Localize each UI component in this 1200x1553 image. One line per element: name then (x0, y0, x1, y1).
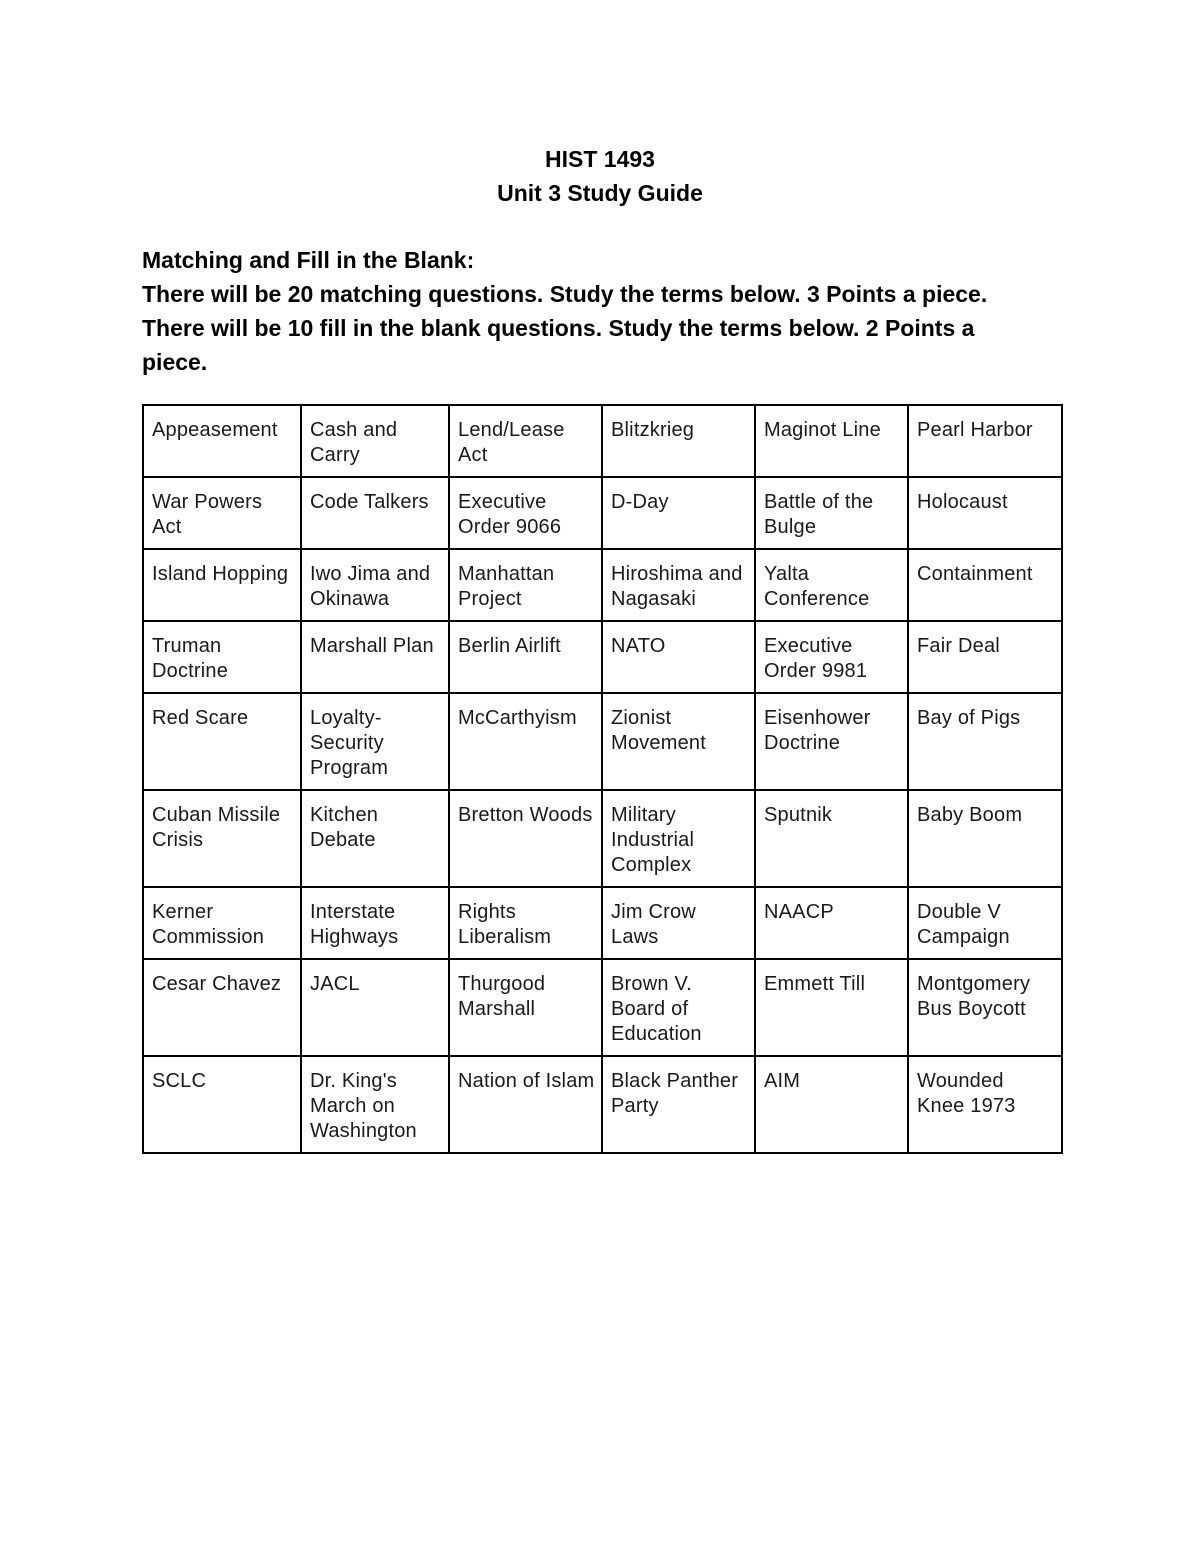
term-cell: NAACP (755, 887, 908, 959)
term-cell: Dr. King's March on Washington (301, 1056, 449, 1153)
terms-table (142, 404, 1063, 1154)
term-cell: Sputnik (755, 790, 908, 887)
term-cell: Maginot Line (755, 405, 908, 477)
term-cell: JACL (301, 959, 449, 1056)
term-cell: Interstate Highways (301, 887, 449, 959)
term-cell: Black Panther Party (602, 1056, 755, 1153)
table-row (143, 477, 1062, 549)
term-cell: Cash and Carry (301, 405, 449, 477)
term-cell: Fair Deal (908, 621, 1062, 693)
term-cell: AIM (755, 1056, 908, 1153)
term-cell: Blitzkrieg (602, 405, 755, 477)
term-cell: SCLC (143, 1056, 301, 1153)
instructions-section (142, 243, 1042, 379)
term-cell: Rights Liberalism (449, 887, 602, 959)
table-row (143, 790, 1062, 887)
term-cell: Island Hopping (143, 549, 301, 621)
term-cell: Nation of Islam (449, 1056, 602, 1153)
matching-instructions: There will be 20 matching questions. Study the terms below. 3 Points a piece. (142, 281, 988, 307)
term-cell: Berlin Airlift (449, 621, 602, 693)
term-cell: Battle of the Bulge (755, 477, 908, 549)
term-cell: Marshall Plan (301, 621, 449, 693)
term-cell: D-Day (602, 477, 755, 549)
term-cell: Lend/Lease Act (449, 405, 602, 477)
table-row (143, 621, 1062, 693)
term-cell: Military Industrial Complex (602, 790, 755, 887)
term-cell: Brown V. Board of Education (602, 959, 755, 1056)
table-row (143, 1056, 1062, 1153)
term-cell: McCarthyism (449, 693, 602, 790)
term-cell: Bay of Pigs (908, 693, 1062, 790)
term-cell: Manhattan Project (449, 549, 602, 621)
term-cell: Jim Crow Laws (602, 887, 755, 959)
term-cell: Pearl Harbor (908, 405, 1062, 477)
term-cell: Containment (908, 549, 1062, 621)
section-heading: Matching and Fill in the Blank: (142, 247, 475, 273)
table-row (143, 959, 1062, 1056)
term-cell: Executive Order 9066 (449, 477, 602, 549)
term-cell: Wounded Knee 1973 (908, 1056, 1062, 1153)
term-cell: Double V Campaign (908, 887, 1062, 959)
term-cell: Executive Order 9981 (755, 621, 908, 693)
term-cell: Baby Boom (908, 790, 1062, 887)
table-row (143, 693, 1062, 790)
term-cell: Code Talkers (301, 477, 449, 549)
term-cell: Cuban Missile Crisis (143, 790, 301, 887)
term-cell: Iwo Jima and Okinawa (301, 549, 449, 621)
term-cell: Truman Doctrine (143, 621, 301, 693)
document-header (0, 142, 1200, 210)
document-title: Unit 3 Study Guide (497, 180, 703, 206)
term-cell: Thurgood Marshall (449, 959, 602, 1056)
term-cell: Bretton Woods (449, 790, 602, 887)
term-cell: Emmett Till (755, 959, 908, 1056)
term-cell: Hiroshima and Nagasaki (602, 549, 755, 621)
term-cell: NATO (602, 621, 755, 693)
term-cell: War Powers Act (143, 477, 301, 549)
term-cell: Holocaust (908, 477, 1062, 549)
table-row (143, 549, 1062, 621)
table-row (143, 887, 1062, 959)
course-code: HIST 1493 (545, 146, 655, 172)
term-cell: Eisenhower Doctrine (755, 693, 908, 790)
term-cell: Zionist Movement (602, 693, 755, 790)
fill-in-blank-instructions: There will be 10 fill in the blank questions. Study the terms below. 2 Points a piece. (142, 315, 975, 375)
term-cell: Loyalty-Security Program (301, 693, 449, 790)
term-cell: Cesar Chavez (143, 959, 301, 1056)
term-cell: Montgomery Bus Boycott (908, 959, 1062, 1056)
term-cell: Kerner Commission (143, 887, 301, 959)
term-cell: Red Scare (143, 693, 301, 790)
term-cell: Appeasement (143, 405, 301, 477)
table-row (143, 405, 1062, 477)
term-cell: Yalta Conference (755, 549, 908, 621)
term-cell: Kitchen Debate (301, 790, 449, 887)
